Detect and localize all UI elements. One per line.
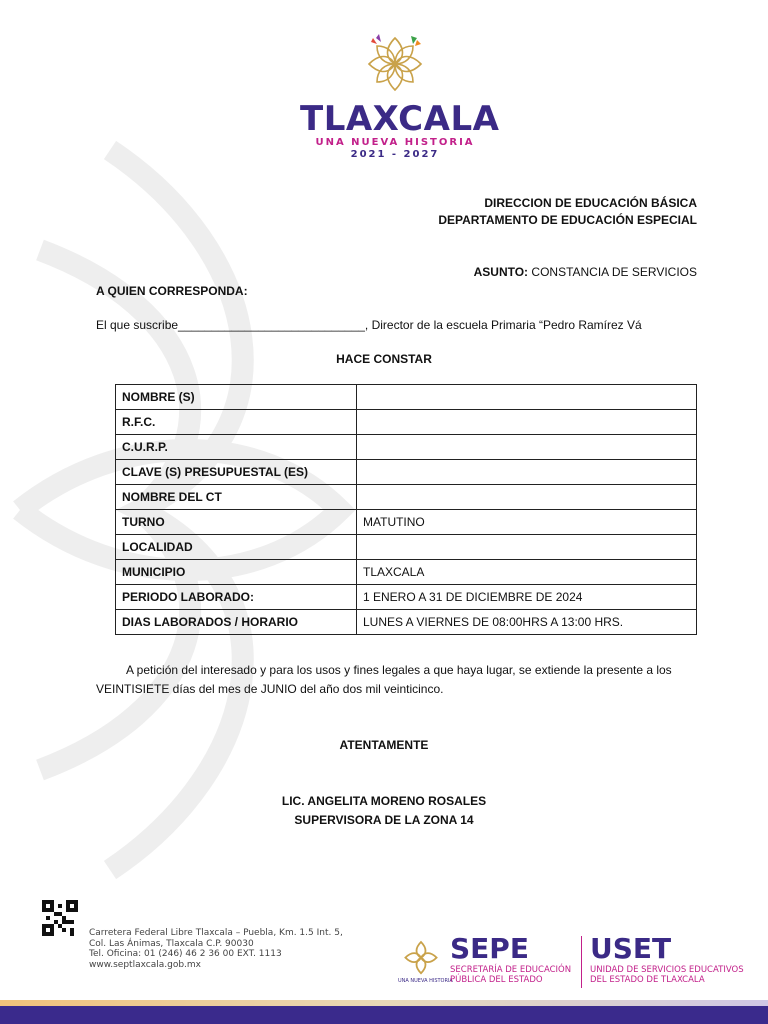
row-label: CLAVE (S) PRESUPUESTAL (ES) [116,460,357,485]
header-departamento: DEPARTAMENTO DE EDUCACIÓN ESPECIAL [438,213,697,227]
sepe-subtitle [450,965,571,985]
intro-line: El que suscribe____________________________, Director de la escuela Primaria “Pedro Ramírez Vá [96,318,642,332]
row-value [357,385,697,410]
row-label: PERIODO LABORADO: [116,585,357,610]
footer-address [89,928,343,970]
row-value [357,410,697,435]
brand-years: 2021 - 2027 [350,149,440,160]
sepe-subtitle-line1: SECRETARÍA DE EDUCACIÓN [450,965,572,975]
row-label: DIAS LABORADOS / HORARIO [116,610,357,635]
salutation: A QUIEN CORRESPONDA: [96,284,248,298]
brand-tagline: UNA NUEVA HISTORIA [315,137,475,148]
asunto-label: ASUNTO: [473,265,529,279]
flower-logo-icon [365,32,425,94]
row-label: NOMBRE DEL CT [116,485,357,510]
header-direccion: DIRECCION DE EDUCACIÓN BÁSICA [484,196,697,210]
small-tagline: UNA NUEVA HISTORIA [398,978,453,984]
table-row [116,485,697,510]
asunto-line [474,265,697,279]
row-value [357,485,697,510]
uset-subtitle [590,965,744,985]
table-row [116,385,697,410]
qr-code-icon [42,900,78,936]
table-row [116,585,697,610]
sepe-logo-text: SEPE [450,932,529,965]
tlaxcala-logo [300,32,500,161]
signature-title: SUPERVISORA DE LA ZONA 14 [294,813,474,827]
uset-logo-text: USET [590,932,672,965]
asunto-value: CONSTANCIA DE SERVICIOS [528,265,697,279]
row-label: MUNICIPIO [116,560,357,585]
row-value: TLAXCALA [357,560,697,585]
small-flower-logo-icon [403,938,439,976]
phone-line: Tel. Oficina: 01 (246) 46 2 36 00 EXT. 1113 [89,949,282,959]
table-row [116,610,697,635]
body-paragraph-line2: VEINTISIETE días del mes de JUNIO del año dos mil veinticinco. [96,682,444,696]
row-value [357,460,697,485]
brand-title: TLAXCALA [300,99,500,139]
body-paragraph-line1: A petición del interesado y para los usos y fines legales a que haya lugar, se extiende la presente a los [126,663,672,677]
signature-name: LIC. ANGELITA MORENO ROSALES [281,794,487,808]
row-label: LOCALIDAD [116,535,357,560]
uset-subtitle-line1: UNIDAD DE SERVICIOS EDUCATIVOS [590,965,744,975]
row-label: R.F.C. [116,410,357,435]
footer-color-bar [0,1006,768,1024]
table-row [116,435,697,460]
sepe-subtitle-line2: PÚBLICA DEL ESTADO [450,975,543,985]
row-value: LUNES A VIERNES DE 08:00HRS A 13:00 HRS. [357,610,697,635]
row-value [357,435,697,460]
row-label: C.U.R.P. [116,435,357,460]
table-row [116,510,697,535]
uset-subtitle-line2: DEL ESTADO DE TLAXCALA [590,975,705,985]
table-row [116,535,697,560]
table-row [116,560,697,585]
table-row [116,460,697,485]
address-line2: Col. Las Ánimas, Tlaxcala C.P. 90030 [89,938,254,949]
website-line: www.septlaxcala.gob.mx [89,959,201,970]
table-row [116,410,697,435]
closing: ATENTAMENTE [339,738,429,752]
row-label: TURNO [116,510,357,535]
data-table [115,384,697,635]
logo-divider [581,936,582,988]
row-value: 1 ENERO A 31 DE DICIEMBRE DE 2024 [357,585,697,610]
hace-constar-heading: HACE CONSTAR [336,352,432,366]
row-label: NOMBRE (S) [116,385,357,410]
address-line1: Carretera Federal Libre Tlaxcala – Puebla, Km. 1.5 Int. 5, [89,928,343,938]
row-value [357,535,697,560]
row-value: MATUTINO [357,510,697,535]
